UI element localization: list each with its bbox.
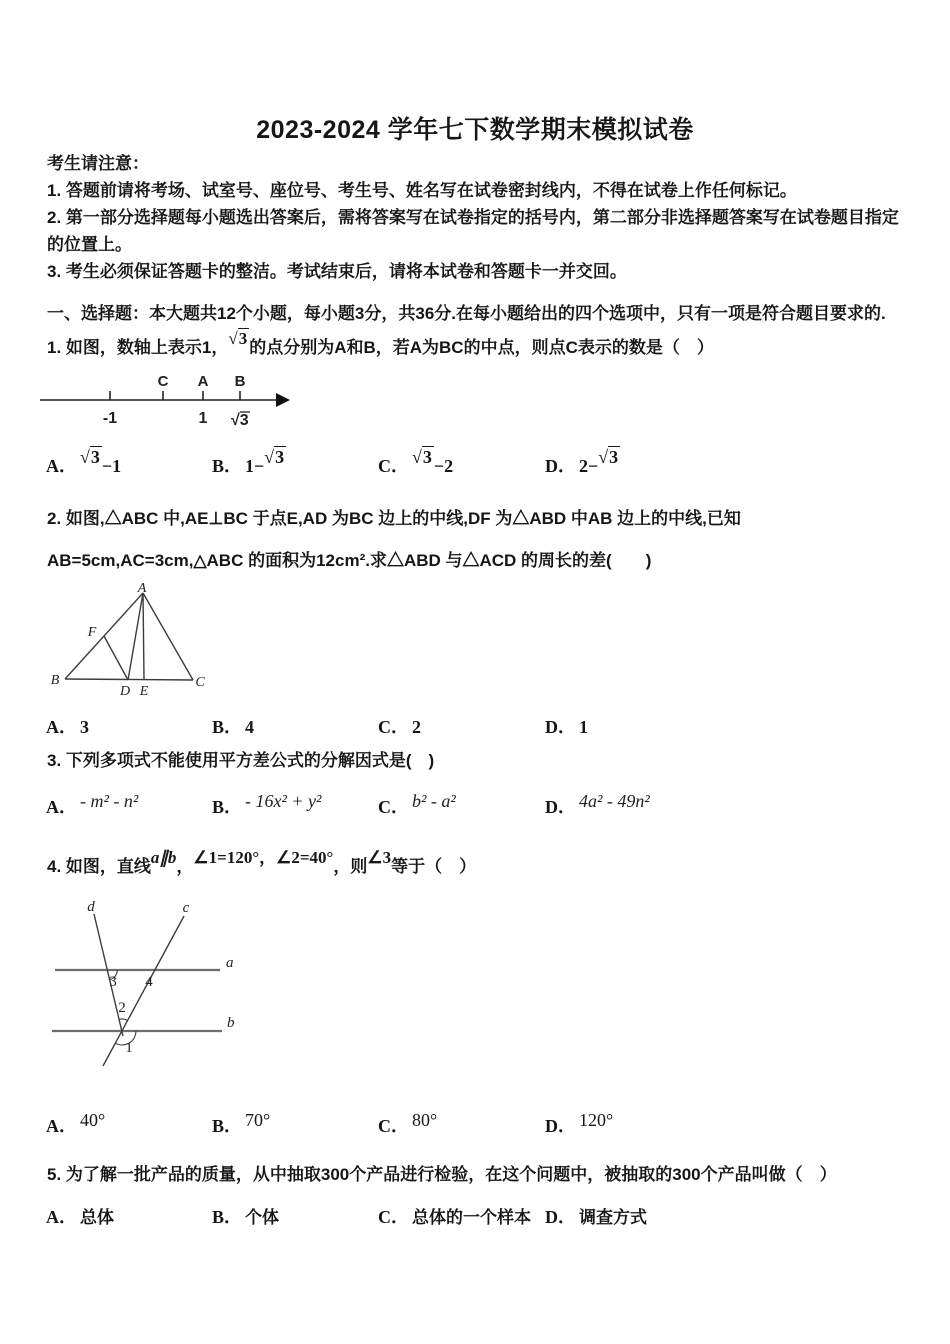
option-value: 2 — [412, 717, 421, 737]
option-letter: D． — [545, 797, 576, 817]
altitude-ae — [143, 593, 144, 679]
option-letter: A． — [46, 1116, 77, 1136]
radical-sign: √ — [80, 447, 90, 467]
side-bc — [65, 679, 193, 680]
line-b-label: b — [227, 1015, 235, 1031]
option-formula: - m² - n² — [80, 791, 139, 811]
question-4-seg2: ， — [176, 857, 194, 876]
notice-heading: 考生请注意： — [47, 154, 149, 173]
math-angle-3: ∠3 — [367, 848, 392, 867]
option-value: 1 — [579, 717, 588, 737]
option-q4-a — [46, 1112, 212, 1138]
option-letter: B． — [212, 1116, 243, 1136]
line-c-label: c — [182, 900, 190, 916]
point-label-e: E — [139, 684, 149, 699]
numberline-figure — [40, 370, 292, 432]
option-formula: b² - a² — [412, 791, 456, 811]
point-label-f: F — [87, 625, 97, 640]
radical-sign: √ — [264, 447, 275, 467]
option-q1-d — [545, 447, 921, 478]
angle-3-label: 3 — [109, 974, 117, 990]
question-3-text: 3. 下列多项式不能使用平方差公式的分解因式是( ) — [47, 751, 435, 770]
numberline-arrowhead — [276, 393, 290, 407]
angle-4-label: 4 — [145, 974, 153, 990]
option-letter: B． — [212, 717, 243, 737]
section-1-heading: 一、选择题：本大题共12个小题，每小题3分，共36分.在每小题给出的四个选项中，只有一项是符合题目要求的. — [47, 304, 886, 323]
option-q5-c — [378, 1203, 545, 1229]
option-q1-c — [378, 447, 545, 478]
option-q4-d — [545, 1112, 921, 1138]
notice-item-2: 2. 第一部分选择题每小题选出答案后，需将答案写在试卷指定的括号内，第二部分非选择题答案写在试卷题目指定的位置上。 — [47, 208, 899, 254]
option-q5-d — [545, 1203, 921, 1229]
notice-item-3: 3. 考生必须保证答题卡的整洁。考试结束后，请将本试卷和答题卡一并交回。 — [47, 262, 627, 281]
option-post: −1 — [101, 456, 122, 476]
option-letter: A． — [46, 1207, 77, 1227]
page-title: 2023-2024 学年七下数学期末模拟试卷 — [256, 116, 694, 144]
option-formula: 4a² - 49n² — [579, 791, 650, 811]
option-pre: 1− — [245, 456, 265, 476]
notice-item-1: 1. 答题前请将考场、试室号、座位号、考生号、姓名写在试卷密封线内，不得在试卷上作任何标记。 — [47, 181, 797, 200]
math-angle-values: ∠1=120°，∠2=40° — [193, 848, 334, 867]
vertex-label-b: B — [50, 673, 60, 688]
question-5-text: 5. 为了解一批产品的质量，从中抽取300个产品进行检验，在这个问题中，被抽取的300个产品叫做（ ） — [47, 1165, 837, 1184]
question-2-line2: AB=5cm,AC=3cm,△ABC 的面积为12cm².求△ABD 与△ACD 的周长的差( ) — [47, 551, 652, 570]
option-q3-c — [378, 793, 545, 819]
math-parallel-ab: a∥b — [150, 848, 177, 867]
radical-argument: 3 — [422, 447, 432, 467]
option-letter: A． — [46, 797, 77, 817]
option-q4-c — [378, 1112, 545, 1138]
option-q3-d — [545, 793, 921, 819]
radical-argument: 3 — [275, 447, 285, 467]
option-degree-value: 70° — [245, 1110, 271, 1130]
option-q1-b — [212, 447, 378, 478]
option-q3-a — [46, 793, 212, 819]
question-4-seg1: 4. 如图，直线 — [47, 857, 151, 876]
point-label-d: D — [119, 684, 131, 699]
option-value: 3 — [80, 717, 89, 737]
option-value: 总体 — [80, 1208, 114, 1227]
vertex-label-a: A — [137, 583, 147, 596]
sqrt3-expression — [264, 447, 286, 468]
option-letter: C． — [378, 797, 409, 817]
question-1-prefix: 1. 如图，数轴上表示1， — [47, 338, 229, 357]
numberline-label-b: B — [234, 373, 246, 390]
question-1-suffix: 的点分别为A和B，若A为BC的中点，则点C表示的数是（ ） — [249, 338, 714, 357]
radical-sign: √ — [412, 447, 422, 467]
option-degree-value: 120° — [579, 1110, 614, 1130]
option-letter: D． — [545, 1207, 576, 1227]
numberline-value-neg1: -1 — [102, 410, 118, 427]
option-letter: C． — [378, 456, 409, 476]
parallel-lines-figure — [50, 900, 245, 1075]
option-q2-d — [545, 713, 921, 739]
sqrt3-expression — [80, 447, 102, 468]
option-degree-value: 80° — [412, 1110, 438, 1130]
option-letter: D． — [545, 456, 576, 476]
question-4-options — [46, 1112, 921, 1138]
option-letter: B． — [212, 797, 243, 817]
option-q2-a — [46, 713, 212, 739]
option-q2-b — [212, 713, 378, 739]
option-letter: D． — [545, 717, 576, 737]
line-a-label: a — [226, 955, 234, 971]
option-letter: A． — [46, 456, 77, 476]
angle-1-label: 1 — [125, 1040, 133, 1056]
option-formula: - 16x² + y² — [245, 791, 322, 811]
sqrt3-expression — [412, 447, 434, 468]
sqrt3-expression — [228, 327, 249, 351]
option-letter: B． — [212, 1207, 243, 1227]
option-q3-b — [212, 793, 378, 819]
question-2-options — [46, 713, 921, 739]
transversal-c — [103, 916, 184, 1066]
option-letter: B． — [212, 456, 243, 476]
sqrt3-expression — [598, 447, 620, 468]
angle-2-label: 2 — [118, 1000, 126, 1016]
numberline-value-sqrt3: √3 — [231, 412, 249, 429]
question-2-line1: 2. 如图,△ABC 中,AE⊥BC 于点E,AD 为BC 边上的中线,DF 为△ABD 中AB 边上的中线,已知 — [47, 509, 741, 528]
option-q2-c — [378, 713, 545, 739]
question-4-seg4: 等于（ ） — [391, 857, 477, 876]
question-4-seg3: ，则 — [333, 857, 368, 876]
option-pre: 2− — [579, 456, 599, 476]
radical-sign: √ — [598, 447, 609, 467]
option-q5-b — [212, 1203, 378, 1229]
option-letter: C． — [378, 1207, 409, 1227]
option-value: 4 — [245, 717, 255, 737]
option-post: −2 — [433, 456, 454, 476]
question-5-options — [46, 1203, 921, 1229]
option-q5-a — [46, 1203, 212, 1229]
vertex-label-c: C — [195, 675, 205, 690]
option-letter: C． — [378, 717, 409, 737]
question-1-text — [47, 329, 927, 360]
option-degree-value: 40° — [80, 1110, 106, 1130]
option-letter: C． — [378, 1116, 409, 1136]
option-value: 总体的一个样本 — [412, 1208, 531, 1227]
radical-sign: √ — [228, 329, 238, 348]
question-3-options — [46, 793, 921, 819]
question-4-text — [47, 848, 927, 879]
option-value: 个体 — [245, 1208, 280, 1227]
question-1-options — [46, 447, 921, 478]
radical-argument: 3 — [90, 447, 100, 467]
radical-argument: 3 — [609, 447, 619, 467]
numberline-label-a: A — [197, 373, 209, 390]
notice-list — [47, 177, 909, 285]
option-q4-b — [212, 1112, 378, 1138]
option-value: 调查方式 — [579, 1208, 647, 1227]
angle-2-arc — [119, 1019, 128, 1020]
option-letter: D． — [545, 1116, 576, 1136]
option-q1-a — [46, 447, 212, 478]
numberline-value-1: 1 — [198, 410, 208, 427]
radical-argument: 3 — [238, 329, 248, 348]
median-df — [104, 636, 128, 680]
option-letter: A． — [46, 717, 77, 737]
numberline-label-c: C — [157, 373, 169, 390]
triangle-figure — [45, 583, 225, 708]
line-d-label: d — [87, 900, 95, 915]
side-ac — [143, 593, 193, 680]
